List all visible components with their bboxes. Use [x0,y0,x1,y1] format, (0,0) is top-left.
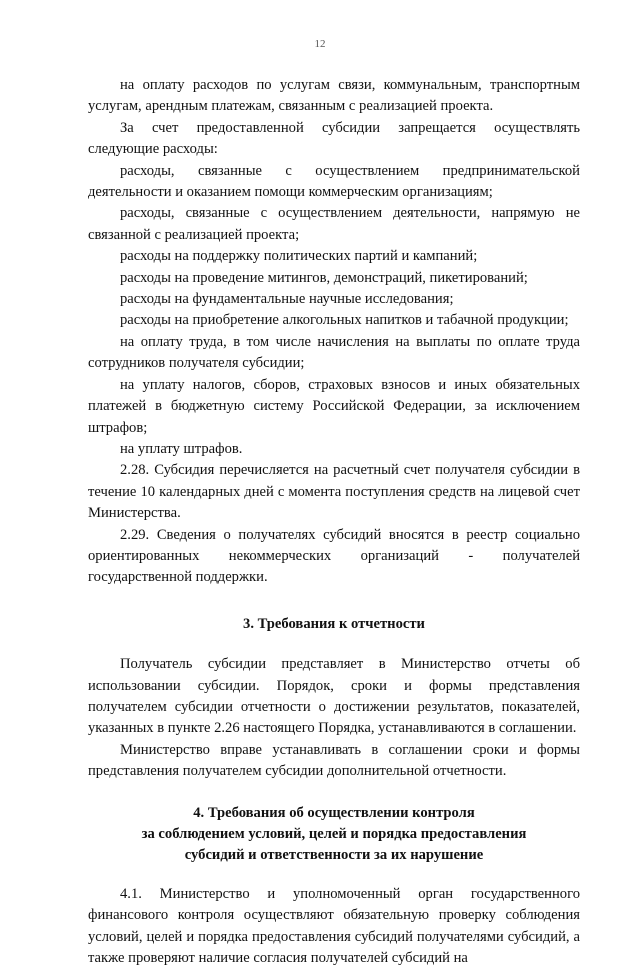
section-3-paragraph-additional: Министерство вправе устанавливать в соглашении сроки и формы представления получателем субсидии дополнительной отчетности. [88,741,580,780]
section-4-heading-line-2: за соблюдением условий, целей и порядка предоставления [141,826,527,842]
clause-4-1: 4.1. Министерство и уполномоченный орган государственного финансового контроля осуществляют обязательную проверку соблюдения условий, целей и порядка предоставления субсидий получателями субсидий, а также проверяют наличие согласия получателей субсидий на [88,885,580,967]
paragraph-business-expenses: расходы, связанные с осуществлением предпринимательской деятельности и оказанием помощи коммерческим организациям; [88,162,580,201]
section-4-heading-line-3: субсидий и ответственности за их нарушение [184,847,484,864]
paragraph-research-expenses: расходы на фундаментальные научные исследования; [120,291,454,308]
paragraph-rally-expenses: расходы на проведение митингов, демонстраций, пикетирований; [120,269,528,286]
paragraph-political-expenses: расходы на поддержку политических партий и кампаний; [120,248,478,265]
document-body [88,75,580,969]
clause-2-28: 2.28. Субсидия перечисляется на расчетный счет получателя субсидии в течение 10 календарных дней с момента поступления средств на лицевой счет Министерства. [88,462,580,522]
paragraph-prohibited-intro: За счет предоставленной субсидии запрещается осуществлять следующие расходы: [88,119,580,158]
clause-2-29: 2.29. Сведения о получателях субсидий вносятся в реестр социально ориентированных некоммерческих организаций - получателей государственной поддержки. [88,526,580,586]
paragraph-salary: на оплату труда, в том числе начисления на выплаты по оплате труда сотрудников получателя субсидии; [88,333,580,372]
page-number: 12 [314,38,326,50]
section-3-paragraph-reports: Получатель субсидии представляет в Министерство отчеты об использовании субсидии. Порядок, сроки и формы представления получателем субсидии отчетности о достижении результатов, показателей, указанных в пункте 2.26 настоящего Порядка, устанавливаются в соглашении. [88,656,580,737]
paragraph-expense-communications: на оплату расходов по услугам связи, коммунальным, транспортным услугам, арендным платежам, связанным с реализацией проекта. [88,77,580,115]
paragraph-fines: на уплату штрафов. [120,440,243,457]
paragraph-alcohol-tobacco: расходы на приобретение алкогольных напитков и табачной продукции; [120,312,569,329]
paragraph-taxes: на уплату налогов, сборов, страховых взносов и иных обязательных платежей в бюджетную систему Российской Федерации, за исключением штрафов; [88,376,580,436]
paragraph-unrelated-expenses: расходы, связанные с осуществлением деятельности, напрямую не связанной с реализацией проекта; [88,205,580,243]
section-3-heading: 3. Требования к отчетности [243,615,425,632]
section-4-heading-line-1: 4. Требования об осуществлении контроля [193,804,475,821]
